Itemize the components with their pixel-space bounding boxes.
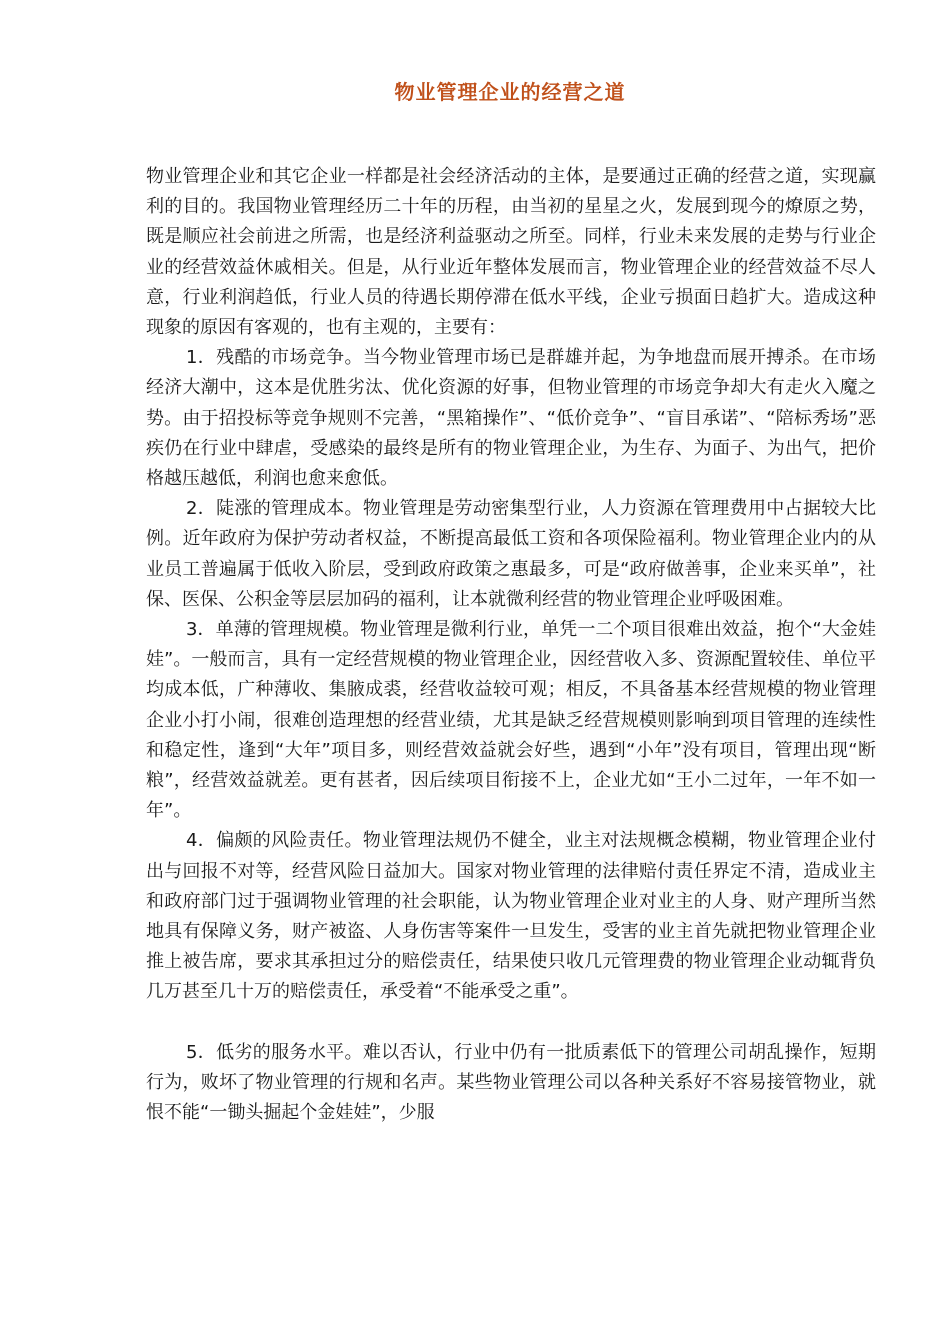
paragraph-management-scale: 3．单薄的管理规模。物业管理是微利行业，单凭一二个项目很难出效益，抱个“大金娃娃”。一般而言，具有一定经营规模的物业管理企业，因经营收入多、资源配置较佳、单位平均成本低，广种薄收、集腋成裘，经营收益较可观；相反，不具备基本经营规模的物业管理企业小打小闹，很难创造理想的经营业绩，尤其是缺乏经营规模则影响到项目管理的连续性和稳定性，逢到“大年”项目多，则经营效益就会好些，遇到“小年”没有项目，管理出现“断粮”，经营效益就差。更有甚者，因后续项目衔接不上，企业尤如“王小二过年，一年不如一年”。	[146, 619, 876, 822]
paragraph-risk-liability: 4．偏颇的风险责任。物业管理法规仍不健全，业主对法规概念模糊，物业管理企业付出与回报不对等，经营风险日益加大。国家对物业管理的法律赔付责任界定不清，造成业主和政府部门过于强调物业管理的社会职能，认为物业管理企业对业主的人身、财产理所当然地具有保障义务，财产被盗、人身伤害等案件一旦发生，受害的业主首先就把物业管理企业推上被告席，要求其承担过分的赔偿责任，结果使只收几元管理费的物业管理企业动辄背负几万甚至几十万的赔偿责任，承受着“不能承受之重”。	[146, 830, 876, 1003]
paragraph-management-cost: 2．陡涨的管理成本。物业管理是劳动密集型行业，人力资源在管理费用中占据较大比例。近年政府为保护劳动者权益，不断提高最低工资和各项保险福利。物业管理企业内的从业员工普遍属于低收入阶层，受到政府政策之惠最多，可是“政府做善事，企业来买单”，社保、医保、公积金等层层加码的福利，让本就微利经营的物业管理企业呼吸困难。	[146, 498, 876, 610]
document-title: 物业管理企业的经营之道	[394, 80, 626, 104]
intro-paragraph: 物业管理企业和其它企业一样都是社会经济活动的主体，是要通过正确的经营之道，实现赢利的目的。我国物业管理经历二十年的历程，由当初的星星之火，发展到现今的燎原之势，既是顺应社会前进之所需，也是经济利益驱动之所至。同样，行业未来发展的走势与行业企业的经营效益休戚相关。但是，从行业近年整体发展而言，物业管理企业的经营效益不尽人意，行业利润趋低，行业人员的待遇长期停滞在低水平线，企业亏损面日趋扩大。造成这种现象的原因有客观的，也有主观的，主要有：	[146, 166, 876, 339]
paragraph-service-level: 5．低劣的服务水平。难以否认，行业中仍有一批质素低下的管理公司胡乱操作，短期行为，败坏了物业管理的行规和名声。某些物业管理公司以各种关系好不容易接管物业，就恨不能“一锄头掘起个金娃娃”，少服	[146, 1041, 876, 1124]
document-body	[146, 162, 876, 1128]
paragraph-market-competition: 1．残酷的市场竞争。当今物业管理市场已是群雄并起，为争地盘而展开搏杀。在市场经济大潮中，这本是优胜劣汰、优化资源的好事，但物业管理的市场竞争却大有走火入魔之势。由于招投标等竞争规则不完善，“黑箱操作”、“低价竞争”、“盲目承诺”、“陪标秀场”恶疾仍在行业中肆虐，受感染的最终是所有的物业管理企业，为生存、为面子、为出气，把价格越压越低，利润也愈来愈低。	[146, 347, 876, 490]
